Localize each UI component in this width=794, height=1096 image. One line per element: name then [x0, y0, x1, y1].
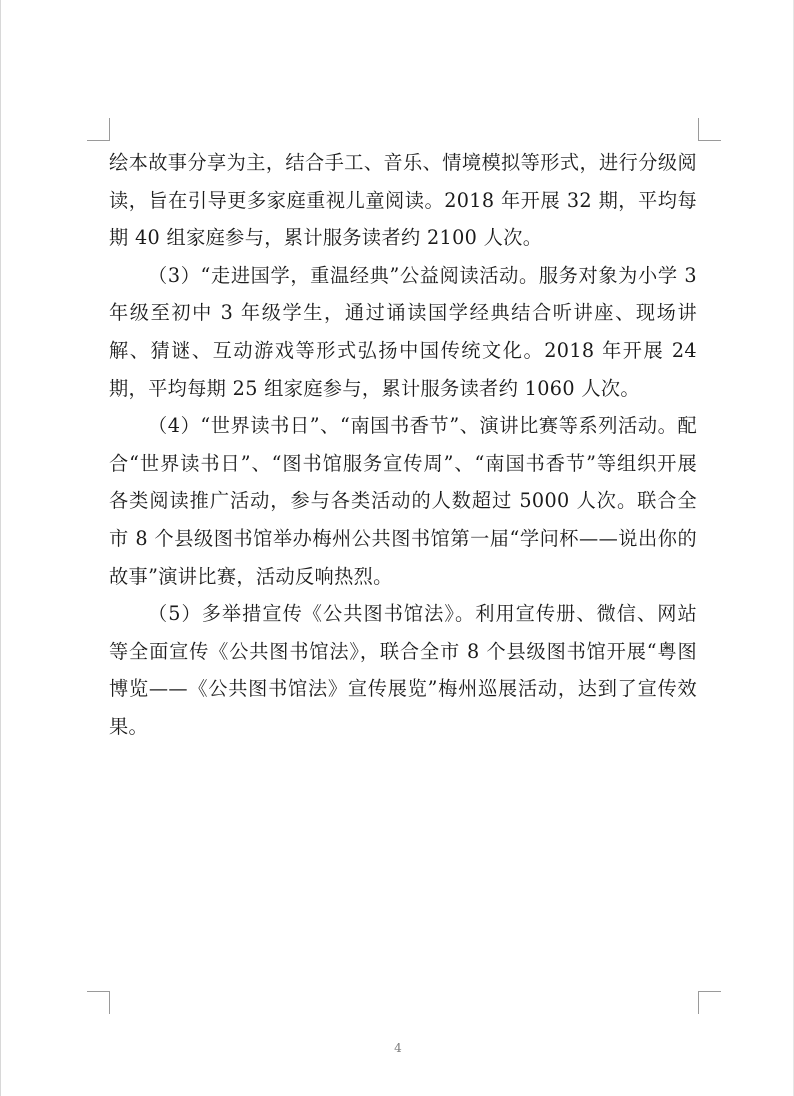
paragraph-item-5: （5）多举措宣传《公共图书馆法》。利用宣传册、微信、网站等全面宣传《公共图书馆法》，联合全市 8 个县级图书馆开展“粤图博览——《公共图书馆法》宣传展览”梅州巡展活动，达到了宣传效果。	[109, 602, 697, 738]
paragraph-continuation: 绘本故事分享为主，结合手工、音乐、情境模拟等形式，进行分级阅读，旨在引导更多家庭重视儿童阅读。2018 年开展 32 期，平均每期 40 组家庭参与，累计服务读者约 2100 人次。	[109, 151, 697, 250]
crop-mark-bottom-right	[698, 991, 721, 1014]
page-number: 4	[394, 1041, 402, 1055]
paragraph-item-4: （4）“世界读书日”、“南国书香节”、演讲比赛等系列活动。配合“世界读书日”、“图书馆服务宣传周”、“南国书香节”等组织开展各类阅读推广活动，参与各类活动的人数超过 5000 人次。联合全市 8 个县级图书馆举办梅州公共图书馆第一届“学问杯——说出你的故事”演讲比赛，活动反响热烈。	[109, 414, 697, 588]
paragraph-item-3: （3）“走进国学，重温经典”公益阅读活动。服务对象为小学 3 年级至初中 3 年级学生，通过诵读国学经典结合听讲座、现场讲解、猜谜、互动游戏等形式弘扬中国传统文化。2018 年开展 24 期，平均每期 25 组家庭参与，累计服务读者约 1060 人次。	[109, 263, 697, 400]
body-text	[109, 144, 697, 746]
crop-mark-bottom-left	[87, 991, 110, 1014]
crop-mark-top-left	[87, 118, 110, 141]
crop-mark-top-right	[698, 118, 721, 141]
